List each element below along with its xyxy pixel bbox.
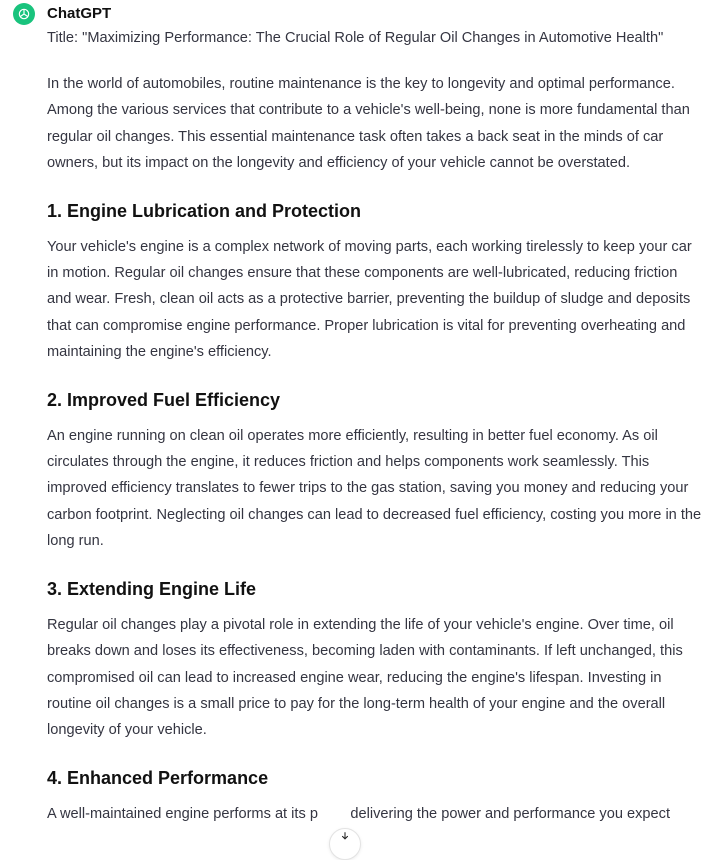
- section-heading: 2. Improved Fuel Efficiency: [47, 389, 281, 410]
- section-body: Your vehicle's engine is a complex network of moving parts, each working tirelessly to keep your car in motion. Regular oil changes ensure that these components are well-lubricated, reducing friction and wear. Fresh, clean oil acts as a protective barrier, preventing the buildup of sludge and deposits that can compromise engine performance. Proper lubrication is vital for preventing overheating and maintaining the engine's efficiency.: [47, 238, 692, 361]
- title-line: Title: "Maximizing Performance: The Crucial Role of Regular Oil Changes in Automotive Health": [47, 30, 664, 46]
- section-heading: 3. Extending Engine Life: [47, 578, 257, 599]
- section-body: An engine running on clean oil operates more efficiently, resulting in better fuel economy. As oil circulates through the engine, it reduces friction and helps components work seamlessly. This improved efficiency translates to fewer trips to the gas station, saving you money and reducing your carbon footprint. Neglecting oil changes can lead to decreased fuel efficiency, costing you more in the long run.: [47, 427, 702, 550]
- section-heading: 1. Engine Lubrication and Protection: [47, 200, 362, 221]
- section-body: Regular oil changes play a pivotal role in extending the life of your vehicle's engine. Over time, oil breaks down and loses its effectiveness, becoming laden with contaminants. If left unchanged, this compromised oil can lead to increased engine wear, reducing the engine's lifespan. Investing in routine oil changes is a small price to pay for the long-term health of your engine and the overall longevity of your vehicle.: [47, 616, 683, 739]
- author-name: ChatGPT: [47, 5, 112, 22]
- message-content: [47, 25, 702, 827]
- openai-logo-icon: [17, 7, 31, 21]
- spacer: [47, 51, 702, 71]
- intro-paragraph: In the world of automobiles, routine maintenance is the key to longevity and optimal performance. Among the various services that contribute to a vehicle's well-being, none is more fundamental than regular oil changes. This essential maintenance task often takes a back seat in the minds of car owners, but its impact on the longevity and efficiency of your vehicle cannot be overstated.: [47, 76, 690, 172]
- chatgpt-avatar: [13, 3, 35, 25]
- section-heading: 4. Enhanced Performance: [47, 767, 269, 788]
- scroll-to-bottom-button[interactable]: [329, 828, 361, 860]
- section-body: A well-maintained engine performs at its p delivering the power and performance you expect: [47, 805, 670, 822]
